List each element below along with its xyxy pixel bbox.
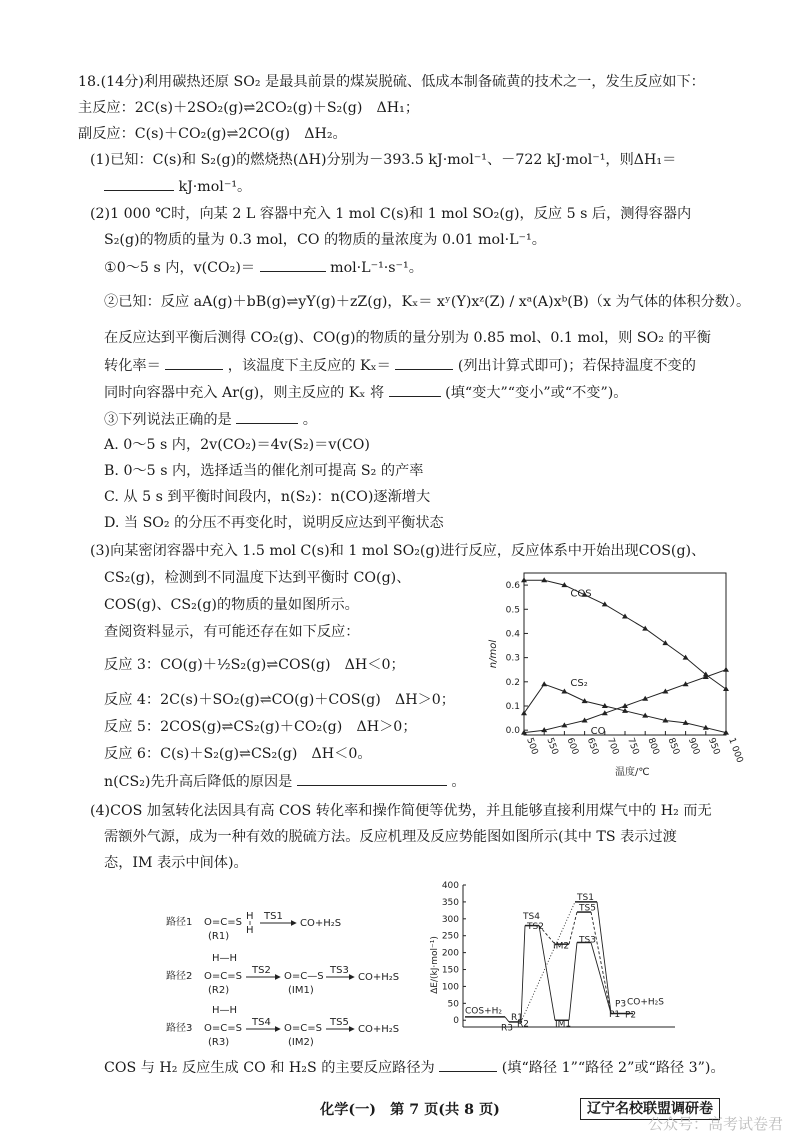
data-point bbox=[521, 577, 527, 582]
energy-label: CO+H₂S bbox=[627, 997, 664, 1008]
y-tick-label: 100 bbox=[441, 982, 459, 993]
energy-label: R3 bbox=[501, 1023, 513, 1034]
label: 。 bbox=[302, 412, 317, 428]
page-footer: 化学(一) 第 7 页(共 8 页) bbox=[320, 1102, 500, 1118]
label: n(CS₂)先升高后降低的原因是 bbox=[104, 774, 293, 790]
part3-question bbox=[104, 771, 466, 792]
option-d: D. 当 SO₂ 的分压不再变化时，说明反应达到平衡状态 bbox=[104, 515, 444, 531]
y-tick-label: 0.1 bbox=[505, 701, 520, 712]
part1-text: (1)已知：C(s)和 S₂(g)的燃烧热(ΔH)分别为－393.5 kJ·mol⁻¹、－722 kJ·mol⁻¹，则ΔH₁＝ bbox=[90, 152, 677, 168]
x-tick-label: 950 bbox=[705, 736, 722, 757]
y-tick-label: 350 bbox=[441, 897, 459, 908]
data-point bbox=[662, 640, 668, 645]
part2-text-2: S₂(g)的物质的量为 0.3 mol，CO 的物质的量浓度为 0.01 mol·L⁻¹。 bbox=[104, 232, 546, 248]
r2-molecule: O=C=S bbox=[204, 971, 242, 982]
main-reaction: 主反应：2C(s)＋2SO₂(g)⇌2CO₂(g)＋S₂(g) ΔH₁； bbox=[78, 100, 420, 116]
connector-line bbox=[539, 926, 555, 1021]
energy-label: TS2 bbox=[527, 921, 544, 932]
energy-label: COS+H₂ bbox=[465, 1006, 502, 1017]
ts4-label: TS4 bbox=[252, 1017, 271, 1028]
side-reaction: 副反应：C(s)＋CO₂(g)⇌2CO(g) ΔH₂。 bbox=[78, 126, 347, 142]
data-point bbox=[642, 626, 648, 631]
x-tick-label: 600 bbox=[564, 736, 580, 757]
route-1-label: 路径1 bbox=[166, 917, 193, 928]
connector-line bbox=[591, 912, 611, 1013]
ts3-label: TS3 bbox=[330, 965, 349, 976]
r3-tag: (R3) bbox=[208, 1037, 230, 1048]
ts5-label: TS5 bbox=[330, 1017, 349, 1028]
connector-line bbox=[521, 926, 525, 1022]
y-tick-label: 50 bbox=[447, 999, 459, 1010]
x-tick-label: 550 bbox=[544, 736, 560, 757]
part3-text-3: COS(g)、CS₂(g)的物质的量如图所示。 bbox=[104, 597, 359, 613]
sub1-unit: mol·L⁻¹·s⁻¹。 bbox=[330, 260, 423, 276]
im2-molecule: O=C=S bbox=[284, 1023, 322, 1034]
data-point bbox=[723, 667, 729, 672]
energy-label: R2 bbox=[517, 1019, 529, 1030]
energy-label: P3 bbox=[615, 999, 627, 1010]
energy-label: TS3 bbox=[579, 935, 596, 946]
series-line-0 bbox=[524, 580, 726, 689]
sub1-label: ①0～5 s 内，v(CO₂)＝ bbox=[104, 260, 256, 276]
data-point bbox=[683, 655, 689, 660]
h-atom: H bbox=[246, 925, 254, 936]
r1-tag: (R1) bbox=[208, 931, 230, 942]
product-label: CO+H₂S bbox=[358, 1024, 400, 1035]
energy-label: IM2 bbox=[553, 941, 570, 952]
y-tick-label: 400 bbox=[441, 881, 459, 891]
data-point bbox=[541, 681, 547, 686]
part3-text-2: CS₂(g)，检测到不同温度下达到平衡时 CO(g)、 bbox=[104, 570, 411, 586]
label: ，该温度下主反应的 Kₓ＝ bbox=[227, 358, 391, 374]
energy-label: TS4 bbox=[523, 911, 540, 922]
y-tick-label: 0.5 bbox=[505, 605, 520, 616]
label: (填“路径 1”“路径 2”或“路径 3”)。 bbox=[501, 1060, 725, 1076]
q18-intro: 18.(14分)利用碳热还原 SO₂ 是最具前景的煤炭脱硫、低成本制备硫黄的技术之一，发生反应如下： bbox=[78, 74, 705, 90]
h-atom: H bbox=[246, 911, 254, 922]
answer-blank[interactable] bbox=[395, 355, 453, 370]
data-point bbox=[723, 686, 729, 691]
part3-text: (3)向某密闭容器中充入 1.5 mol C(s)和 1 mol SO₂(g)进行反应，反应体系中开始出现COS(g)、 bbox=[90, 543, 706, 559]
answer-blank[interactable] bbox=[165, 355, 223, 370]
option-a: A. 0～5 s 内，2v(CO₂)＝4v(S₂)＝v(CO) bbox=[104, 437, 370, 453]
x-tick-label: 800 bbox=[645, 736, 661, 757]
connector-line bbox=[597, 902, 611, 1014]
connector-line bbox=[569, 942, 577, 1020]
part3-text-4: 查阅资料显示，有可能还存在如下反应： bbox=[104, 624, 360, 640]
y-tick-label: 0.4 bbox=[505, 629, 520, 640]
exam-brand-box: 辽宁名校联盟调研卷 bbox=[580, 1098, 720, 1120]
x-tick-label: 700 bbox=[604, 736, 621, 757]
answer-blank[interactable] bbox=[104, 176, 174, 191]
route-3-label: 路径3 bbox=[166, 1023, 193, 1034]
r1-molecule: O=C=S bbox=[204, 917, 242, 928]
part4-text-2: 需额外气源，成为一种有效的脱硫方法。反应机理及反应势能图如图所示(其中 TS 表示过渡 bbox=[104, 829, 677, 845]
y-tick-label: 150 bbox=[441, 965, 459, 976]
x-tick-label: 650 bbox=[584, 736, 601, 757]
y-axis-label: n/mol bbox=[488, 639, 499, 669]
watermark: 公众号：高考试卷君 bbox=[648, 1115, 784, 1133]
im2-tag: (IM2) bbox=[288, 1037, 314, 1048]
energy-label: IM1 bbox=[555, 1019, 572, 1030]
part4-text-3: 态，IM 表示中间体)。 bbox=[104, 855, 248, 871]
y-tick-label: 300 bbox=[441, 914, 459, 925]
r2-tag: (R2) bbox=[208, 985, 230, 996]
x-tick-label: 750 bbox=[625, 736, 641, 757]
part4-question bbox=[104, 1057, 725, 1078]
answer-blank[interactable] bbox=[439, 1057, 497, 1072]
series-label: COS bbox=[570, 588, 592, 600]
sub2-line-3 bbox=[104, 382, 627, 403]
product-label: CO+H₂S bbox=[358, 972, 400, 983]
answer-blank[interactable] bbox=[260, 257, 326, 272]
ts1-label: TS1 bbox=[264, 911, 283, 922]
label: 转化率＝ bbox=[104, 358, 161, 374]
energy-label: TS5 bbox=[579, 903, 596, 914]
label: (填“变大”“变小”或“不变”)。 bbox=[445, 385, 628, 401]
equilibrium-amount-chart bbox=[480, 565, 745, 780]
sub2-line-2 bbox=[104, 355, 696, 376]
series-label: CS₂ bbox=[570, 677, 588, 689]
y-tick-label: 0 bbox=[453, 1016, 459, 1027]
y-tick-label: 0.0 bbox=[505, 726, 520, 737]
r3-molecule: O=C=S bbox=[204, 1023, 242, 1034]
x-tick-label: 900 bbox=[685, 736, 702, 757]
y-tick-label: 250 bbox=[441, 931, 459, 942]
energy-profile-diagram bbox=[425, 875, 715, 1050]
answer-blank[interactable] bbox=[297, 771, 447, 786]
im1-tag: (IM1) bbox=[288, 985, 314, 996]
series-line-2 bbox=[524, 670, 726, 733]
part4-text: (4)COS 加氢转化法因具有高 COS 转化率和操作简便等优势，并且能够直接利用煤气中的 H₂ 而无 bbox=[90, 803, 712, 819]
answer-blank[interactable] bbox=[236, 409, 298, 424]
series-label: CO bbox=[590, 726, 606, 738]
x-axis-label: 温度/℃ bbox=[615, 767, 650, 778]
y-tick-label: 0.3 bbox=[505, 653, 520, 664]
y-tick-label: 200 bbox=[441, 948, 459, 959]
y-axis-label: ΔE/(kJ·mol⁻¹) bbox=[430, 936, 440, 994]
connector-line bbox=[591, 942, 611, 1013]
data-point bbox=[622, 614, 628, 619]
x-tick-label: 500 bbox=[524, 736, 540, 757]
energy-label: R1 bbox=[511, 1013, 523, 1024]
energy-label: P1 bbox=[609, 1009, 621, 1020]
reaction-6: 反应 6：C(s)＋S₂(g)⇌CS₂(g) ΔH＜0。 bbox=[104, 746, 372, 762]
h-atom: H—H bbox=[212, 1005, 238, 1016]
h-atom: H—H bbox=[212, 953, 238, 964]
x-tick-label: 850 bbox=[665, 736, 681, 757]
answer-blank[interactable] bbox=[389, 382, 441, 397]
y-tick-label: 0.2 bbox=[505, 677, 520, 688]
data-point bbox=[541, 577, 547, 582]
label: COS 与 H₂ 反应生成 CO 和 H₂S 的主要反应路径为 bbox=[104, 1060, 435, 1076]
connector-line bbox=[505, 1017, 509, 1022]
label: ③下列说法正确的是 bbox=[104, 412, 232, 428]
y-tick-label: 0.6 bbox=[505, 581, 520, 592]
reaction-3: 反应 3：CO(g)＋½S₂(g)⇌COS(g) ΔH＜0； bbox=[104, 657, 405, 673]
product-label: CO+H₂S bbox=[300, 918, 342, 929]
x-tick-label: 1 000 bbox=[726, 736, 745, 765]
energy-label: TS1 bbox=[577, 893, 594, 904]
im1-molecule: O=C—S bbox=[284, 971, 324, 982]
reaction-4: 反应 4：2C(s)＋SO₂(g)⇌CO(g)＋COS(g) ΔH＞0； bbox=[104, 692, 455, 708]
option-b: B. 0～5 s 内，选择适当的催化剂可提高 S₂ 的产率 bbox=[104, 463, 424, 479]
sub3-line bbox=[104, 409, 317, 430]
connector-line bbox=[569, 912, 577, 944]
route-2-label: 路径2 bbox=[166, 971, 193, 982]
reaction-route-diagram bbox=[160, 895, 430, 1055]
part1-answer-line bbox=[104, 176, 251, 197]
label: (列出计算式即可)；若保持温度不变的 bbox=[457, 358, 696, 374]
ts2-label: TS2 bbox=[252, 965, 271, 976]
reaction-5: 反应 5：2COS(g)⇌CS₂(g)＋CO₂(g) ΔH＞0； bbox=[104, 719, 417, 735]
part2-text: (2)1 000 ℃时，向某 2 L 容器中充入 1 mol C(s)和 1 mol SO₂(g)，反应 5 s 后，测得容器内 bbox=[90, 206, 692, 222]
energy-label: P2 bbox=[625, 1010, 637, 1021]
sub2-kx-definition: ②已知：反应 aA(g)＋bB(g)⇌yY(g)＋zZ(g)，Kₓ＝ xʸ(Y)xᶻ(Z) / xᵃ(A)xᵇ(B)（x 为气体的体积分数）。 bbox=[104, 294, 751, 310]
sub2-text: 在反应达到平衡后测得 CO₂(g)、CO(g)的物质的量分别为 0.85 mol、0.1 mol，则 SO₂ 的平衡 bbox=[104, 330, 711, 346]
sub1-line bbox=[104, 257, 423, 278]
option-c: C. 从 5 s 到平衡时间段内，n(S₂)：n(CO)逐渐增大 bbox=[104, 489, 431, 505]
label: 同时向容器中充入 Ar(g)，则主反应的 Kₓ 将 bbox=[104, 385, 385, 401]
label: 。 bbox=[451, 774, 466, 790]
unit-text: kJ·mol⁻¹。 bbox=[178, 179, 252, 195]
